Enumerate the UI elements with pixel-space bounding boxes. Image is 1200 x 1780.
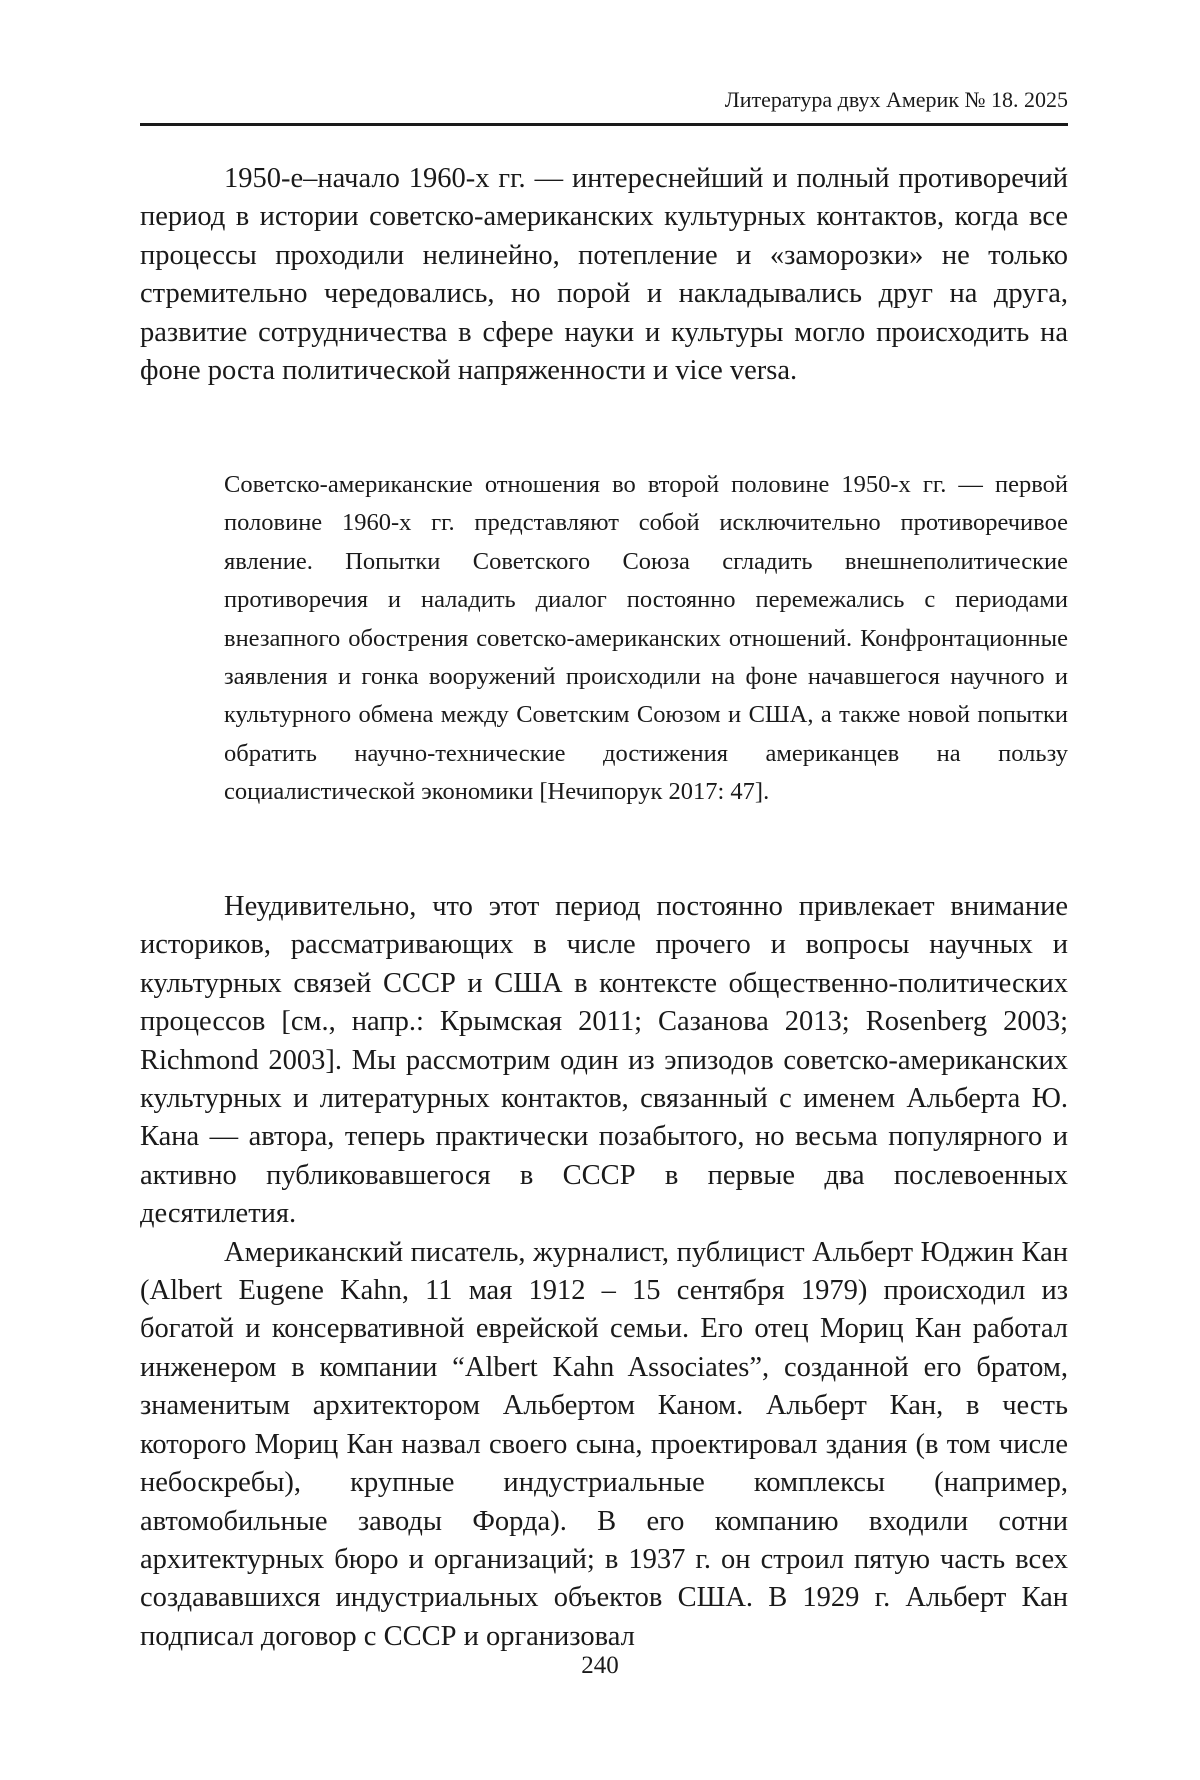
- paragraph-biography: Американский писатель, журналист, публицист Альберт Юджин Кан (Albert Eugene Kahn, 11 мая 1912 – 15 сентября 1979) происходил из богатой и консервативной еврейской семьи. Его отец Мориц Кан работал инженером в компании “Albert Kahn Associates”, созданной его братом, знаменитым архитектором Альбертом Каном. Альберт Кан, в честь которого Мориц Кан назвал своего сына, проектировал здания (в том числе небоскребы), крупные индустриальные комплексы (например, автомобильные заводы Форда). В его компанию входили сотни архитектурных бюро и организаций; в 1937 г. он строил пятую часть всех создававшихся индустриальных объектов США. В 1929 г. Альберт Кан подписал договор с СССР и организовал: [140, 1236, 1068, 1652]
- page-number: 240: [581, 1652, 619, 1679]
- body-block-intro: [140, 160, 1068, 390]
- quote-text: Советско-американские отношения во второй половине 1950-х гг. — первой половине 1960-х гг. представляют собой исключительно противоречивое явление. Попытки Советского Союза сгладить внешнеполитические противоречия и наладить диалог постоянно перемежались с периодами внезапного обострения советско-американских отношений. Конфронтационные заявления и гонка вооружений происходили на фоне начавшегося научного и культурного обмена между Советским Союзом и США, а также новой попытки обратить научно-технические достижения американцев на пользу социалистической экономики [Нечипорук 2017: 47].: [224, 471, 1068, 806]
- block-quote: [224, 466, 1068, 812]
- paragraph-intro: 1950-е–начало 1960-х гг. — интереснейший и полный противоречий период в истории советско-американских культурных контактов, когда все процессы проходили нелинейно, потепление и «заморозки» не только стремительно чередовались, но порой и накладывались друг на друга, развитие сотрудничества в сфере науки и культуры могло происходить на фоне роста политической напряженности и vice versa.: [140, 163, 1068, 387]
- paragraph-context: Неудивительно, что этот период постоянно привлекает внимание историков, рассматривающих в числе прочего и вопросы научных и культурных связей СССР и США в контексте общественно-политических процессов [см., напр.: Крымская 2011; Сазанова 2013; Rosenberg 2003; Richmond 2003]. Мы рассмотрим один из эпизодов советско-американских культурных и литературных контактов, связанный с именем Альберта Ю. Кана — автора, теперь практически позабытого, но весьма популярного и активно публиковавшегося в СССР в первые два послевоенных десятилетия.: [140, 891, 1068, 1230]
- header-rule: [140, 123, 1068, 126]
- body-block-main: [140, 888, 1068, 1656]
- running-head: Литература двух Америк № 18. 2025: [724, 87, 1068, 112]
